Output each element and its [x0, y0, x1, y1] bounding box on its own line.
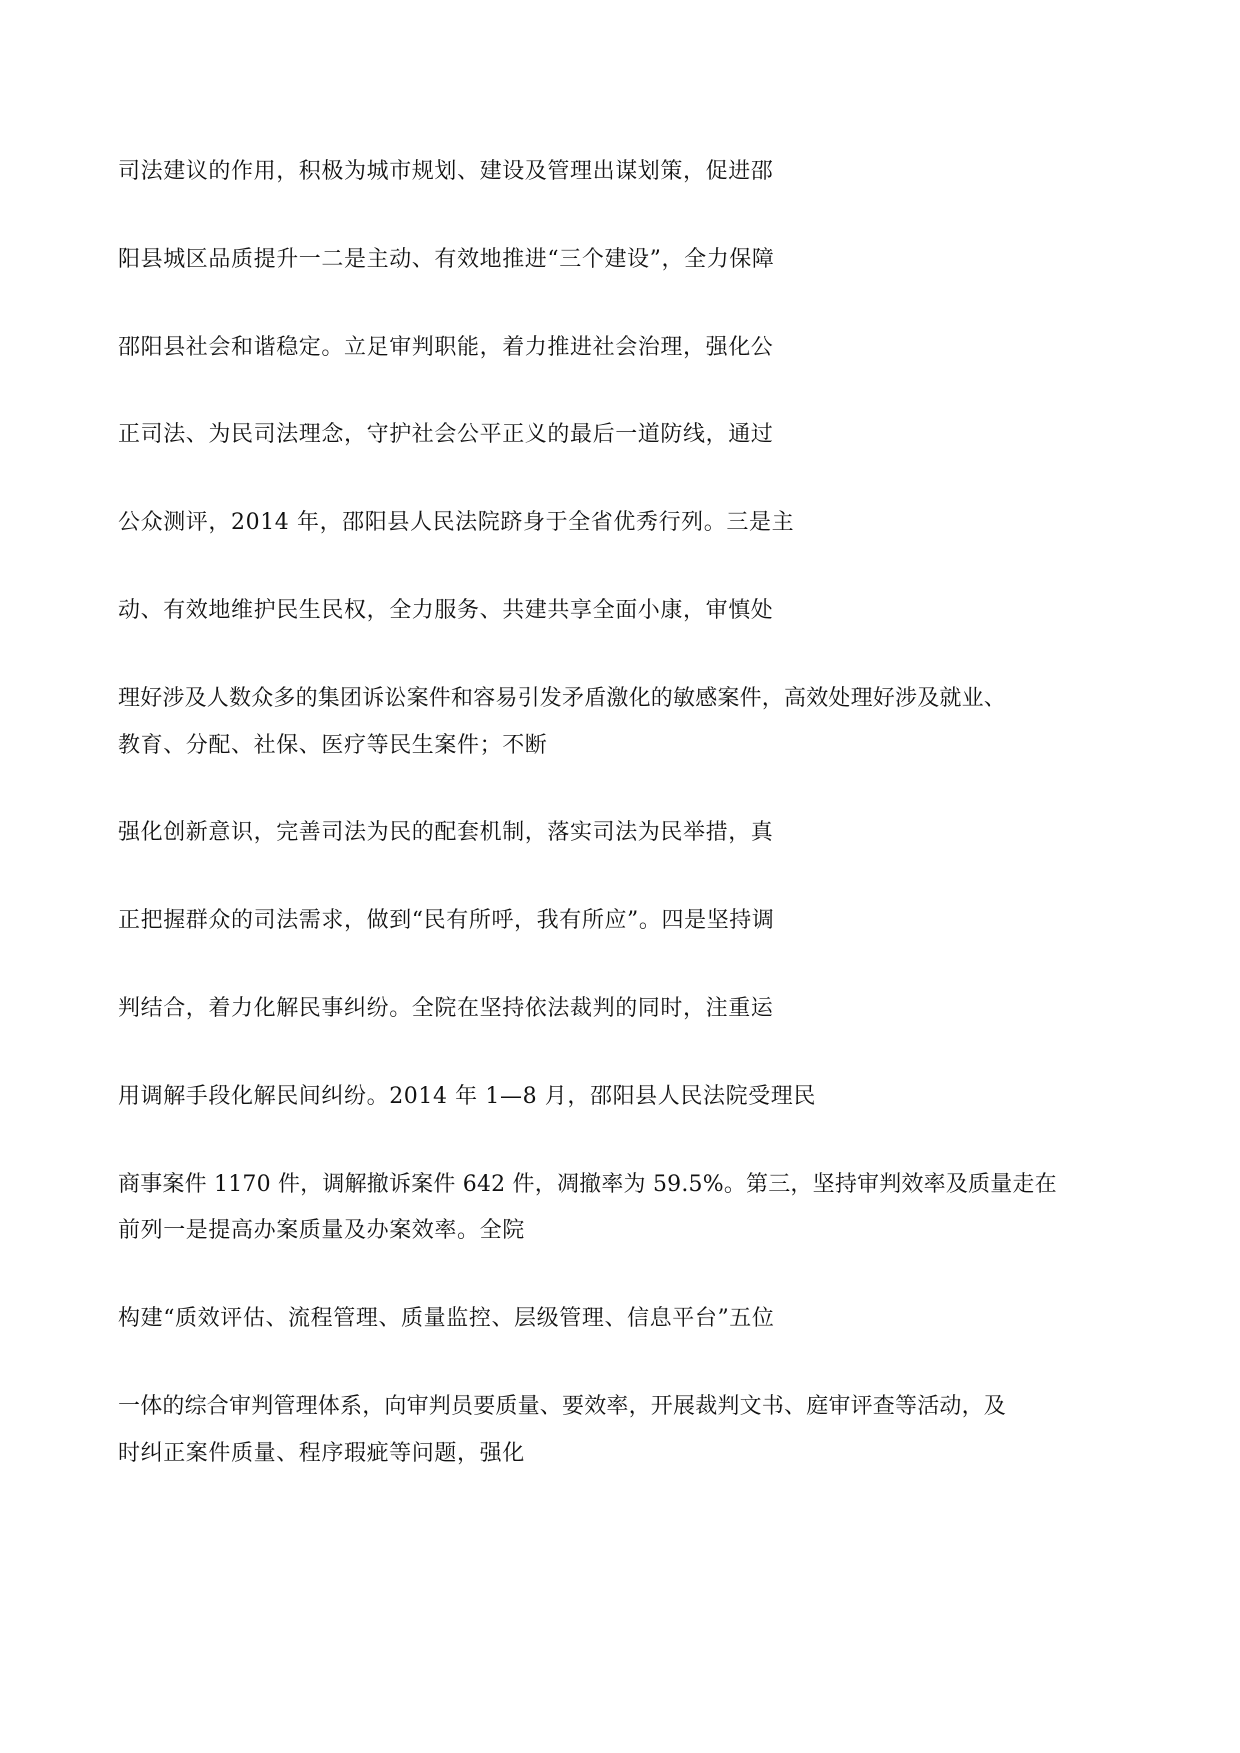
text-line: 一体的综合审判管理体系，向审判员要质量、要效率，开展裁判文书、庭审评查等活动，及	[118, 1394, 1007, 1419]
text-line: 动、有效地维护民生民权，全力服务、共建共享全面小康，审慎处	[118, 598, 774, 623]
text-line: 理好涉及人数众多的集团诉讼案件和容易引发矛盾激化的敏感案件，高效处理好涉及就业、	[118, 686, 1007, 711]
text-line: 邵阳县社会和谐稳定。立足审判职能，着力推进社会治理，强化公	[118, 335, 774, 360]
text-line: 正把握群众的司法需求，做到“民有所呼，我有所应”。四是坚持调	[118, 908, 775, 933]
text-line: 司法建议的作用，积极为城市规划、建设及管理出谋划策，促进邵	[118, 159, 774, 184]
text-line: 判结合，着力化解民事纠纷。全院在坚持依法裁判的同时，注重运	[118, 996, 774, 1021]
text-line: 用调解手段化解民间纠纷。2014 年 1—8 月，邵阳县人民法院受理民	[118, 1084, 816, 1109]
text-line: 前列一是提高办案质量及办案效率。全院	[118, 1218, 525, 1243]
text-line: 构建“质效评估、流程管理、质量监控、层级管理、信息平台”五位	[118, 1306, 775, 1331]
text-line: 正司法、为民司法理念，守护社会公平正义的最后一道防线，通过	[118, 422, 774, 447]
text-line: 强化创新意识，完善司法为民的配套机制，落实司法为民举措，真	[118, 820, 774, 845]
text-line: 公众测评，2014 年，邵阳县人民法院跻身于全省优秀行列。三是主	[118, 510, 795, 535]
text-line: 商事案件 1170 件，调解撤诉案件 642 件，凋撤率为 59.5%。第三，坚持审判效率及质量走在	[118, 1172, 1057, 1197]
text-line: 阳县城区品质提升一二是主动、有效地推进“三个建设”，全力保障	[118, 247, 775, 272]
text-line: 时纠正案件质量、程序瑕疵等问题，强化	[118, 1441, 525, 1466]
text-line: 教育、分配、社保、医疗等民生案件；不断	[118, 733, 548, 758]
